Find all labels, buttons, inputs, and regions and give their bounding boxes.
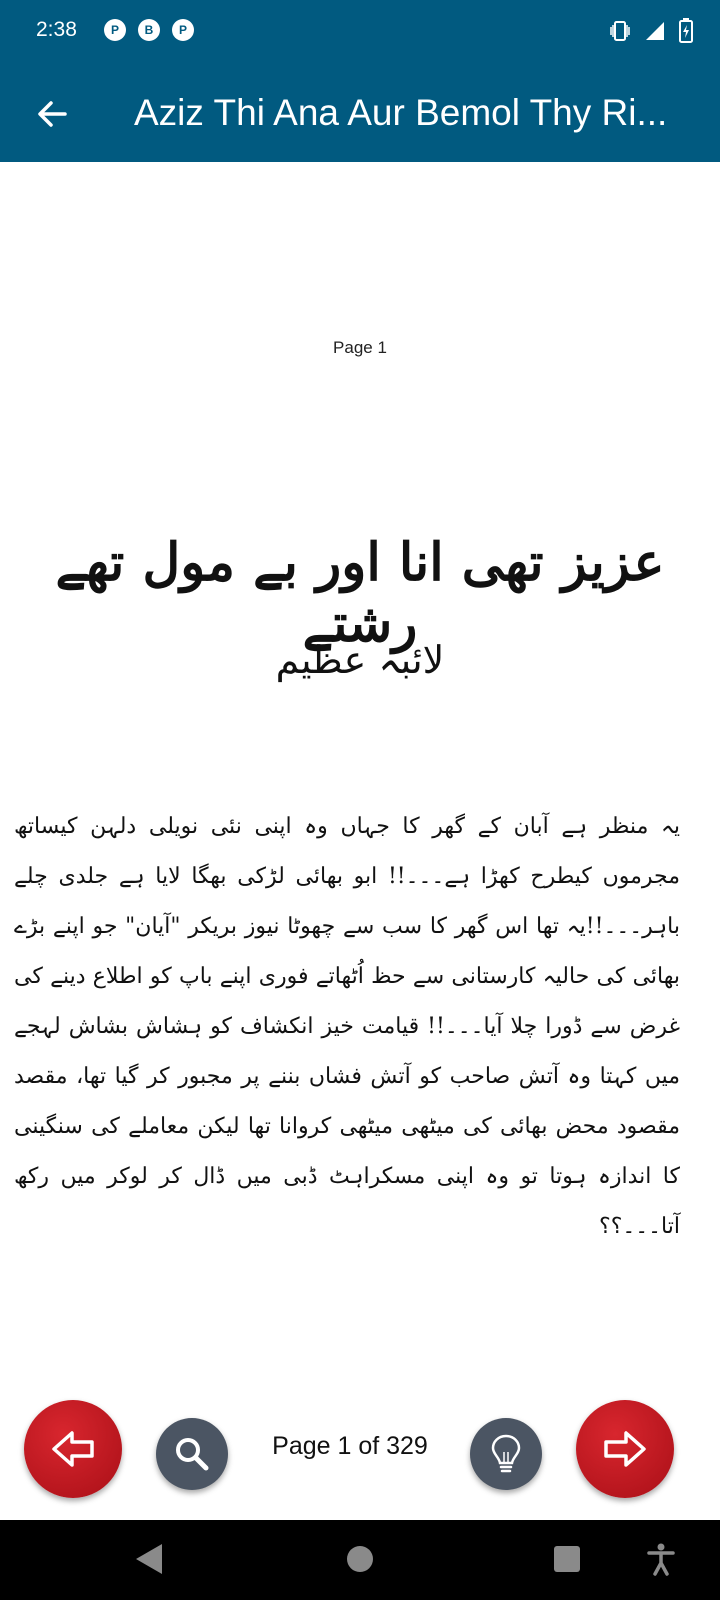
status-time: 2:38 [36, 18, 77, 41]
reader-controls [0, 1392, 720, 1512]
back-arrow-icon [35, 97, 69, 131]
system-back-icon[interactable] [134, 1542, 164, 1576]
app-notification-icon: P [172, 19, 194, 41]
app-bar [0, 64, 720, 162]
previous-page-button[interactable] [24, 1400, 122, 1498]
vibrate-icon [608, 19, 632, 43]
app-notification-icon: B [138, 19, 160, 41]
page-indicator: Page 1 of 329 [272, 1432, 428, 1460]
search-icon [172, 1434, 212, 1474]
lightbulb-button[interactable] [470, 1418, 542, 1490]
status-bar [0, 0, 720, 64]
page-label: Page 1 [333, 338, 387, 357]
notification-icons [104, 19, 194, 41]
system-home-icon[interactable] [345, 1542, 375, 1576]
page-body-text: یہ منظر ہے آبان کے گھر کا جہاں وہ اپنی نئی نویلی دلہن کیساتھ مجرموں کیطرح کھڑا ہے۔۔۔!! ابو بھائی لڑکی بھگا لایا ہے جلدی چلے باہر۔۔۔!!یہ تھا اس گھر کا سب سے چھوٹا نیوز بریکر "آیان" جو اپنے بڑے بھائی کی حالیہ کارستانی سے حظ اُٹھاتے فوری اپنے باپ کو اطلاع دینے کی غرض سے ڈورا چلا آیا۔۔۔!! قیامت خیز انکشاف کو ہشاش بشاش لہجے میں کہتا وہ آتش صاحب کو آتش فشاں بننے پر مجبور کر گیا تھا، مقصد مقصود محض بھائی کی میٹھی میٹھی کروانا تھا لیکن معاملے کی سنگینی کا اندازہ ہوتا تو وہ اپنی مسکراہٹ ڈبی میں ڈال کر لوکر میں رکھ آتا۔۔۔؟؟ [14, 814, 680, 1239]
signal-icon [644, 20, 666, 42]
next-page-button[interactable] [576, 1400, 674, 1498]
system-status-icons [608, 18, 694, 44]
app-title: Aziz Thi Ana Aur Bemol Thy Ri... [134, 92, 668, 133]
battery-charging-icon [678, 18, 694, 44]
back-button[interactable] [24, 86, 80, 142]
arrow-left-icon [50, 1429, 96, 1469]
page-viewer[interactable] [0, 162, 720, 1522]
book-title: عزیز تھی انا اور بے مول تھے رشتے [55, 532, 665, 654]
system-navigation-bar [0, 1520, 720, 1600]
system-recents-icon[interactable] [552, 1542, 582, 1576]
search-button[interactable] [156, 1418, 228, 1490]
app-notification-icon: P [104, 19, 126, 41]
arrow-right-icon [602, 1429, 648, 1469]
accessibility-icon[interactable] [646, 1542, 676, 1576]
book-author: لائبہ عظیم [275, 638, 445, 682]
lightbulb-icon [490, 1433, 522, 1475]
